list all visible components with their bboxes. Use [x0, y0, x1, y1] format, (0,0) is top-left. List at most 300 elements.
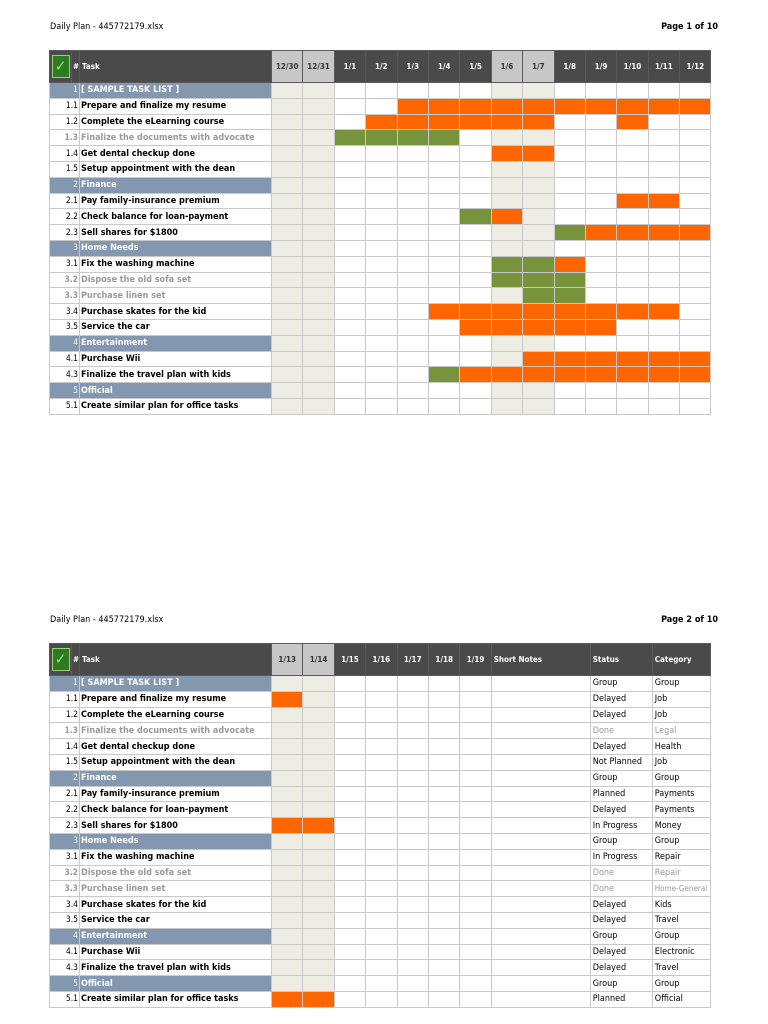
gantt-cell[interactable] [428, 739, 459, 755]
gantt-cell[interactable] [366, 897, 397, 913]
task-name[interactable]: Purchase linen set [80, 881, 272, 897]
gantt-cell[interactable] [428, 691, 459, 707]
gantt-cell[interactable] [334, 976, 365, 992]
gantt-cell[interactable] [397, 818, 428, 834]
gantt-bar-planned[interactable] [585, 351, 616, 367]
gantt-cell[interactable] [334, 240, 365, 256]
gantt-cell[interactable] [366, 272, 397, 288]
gantt-cell[interactable] [366, 83, 397, 99]
gantt-cell[interactable] [460, 676, 491, 692]
gantt-cell[interactable] [428, 707, 459, 723]
gantt-cell[interactable] [585, 193, 616, 209]
short-notes-cell[interactable] [491, 676, 590, 692]
gantt-bar-planned[interactable] [648, 193, 679, 209]
status-cell[interactable]: In Progress [590, 849, 652, 865]
gantt-cell[interactable] [648, 209, 679, 225]
category-cell[interactable]: Group [652, 976, 710, 992]
gantt-bar-planned[interactable] [303, 991, 334, 1007]
gantt-cell[interactable] [428, 960, 459, 976]
category-cell[interactable]: Group [652, 928, 710, 944]
gantt-cell[interactable] [272, 960, 303, 976]
gantt-cell[interactable] [460, 723, 491, 739]
gantt-cell[interactable] [334, 723, 365, 739]
gantt-cell[interactable] [680, 130, 711, 146]
gantt-cell[interactable] [428, 351, 459, 367]
gantt-cell[interactable] [460, 240, 491, 256]
gantt-cell[interactable] [585, 146, 616, 162]
gantt-bar-planned[interactable] [523, 351, 554, 367]
gantt-bar-planned[interactable] [272, 818, 303, 834]
gantt-cell[interactable] [334, 114, 365, 130]
gantt-cell[interactable] [366, 802, 397, 818]
gantt-bar-planned[interactable] [648, 351, 679, 367]
gantt-cell[interactable] [554, 83, 585, 99]
task-name[interactable]: Pay family-insurance premium [80, 786, 272, 802]
gantt-cell[interactable] [334, 960, 365, 976]
task-name[interactable]: Purchase Wii [80, 944, 272, 960]
gantt-bar-planned[interactable] [554, 304, 585, 320]
short-notes-cell[interactable] [491, 897, 590, 913]
gantt-cell[interactable] [460, 881, 491, 897]
status-cell[interactable]: Delayed [590, 944, 652, 960]
category-cell[interactable]: Kids [652, 897, 710, 913]
gantt-cell[interactable] [460, 991, 491, 1007]
gantt-cell[interactable] [523, 240, 554, 256]
gantt-cell[interactable] [554, 146, 585, 162]
gantt-bar-planned[interactable] [428, 304, 459, 320]
status-cell[interactable]: Group [590, 833, 652, 849]
gantt-cell[interactable] [428, 786, 459, 802]
gantt-cell[interactable] [680, 335, 711, 351]
status-cell[interactable]: Group [590, 976, 652, 992]
gantt-cell[interactable] [272, 319, 303, 335]
gantt-cell[interactable] [272, 225, 303, 241]
gantt-cell[interactable] [585, 130, 616, 146]
gantt-cell[interactable] [272, 240, 303, 256]
gantt-cell[interactable] [491, 225, 522, 241]
gantt-bar-done[interactable] [428, 130, 459, 146]
gantt-bar-done[interactable] [554, 288, 585, 304]
gantt-cell[interactable] [303, 161, 334, 177]
short-notes-cell[interactable] [491, 944, 590, 960]
gantt-cell[interactable] [460, 786, 491, 802]
gantt-cell[interactable] [397, 146, 428, 162]
gantt-cell[interactable] [428, 770, 459, 786]
gantt-cell[interactable] [397, 209, 428, 225]
task-name[interactable]: [ SAMPLE TASK LIST ] [80, 676, 272, 692]
gantt-cell[interactable] [272, 177, 303, 193]
gantt-cell[interactable] [366, 912, 397, 928]
gantt-cell[interactable] [334, 383, 365, 399]
gantt-cell[interactable] [303, 288, 334, 304]
gantt-cell[interactable] [428, 897, 459, 913]
gantt-bar-planned[interactable] [585, 367, 616, 383]
gantt-cell[interactable] [648, 161, 679, 177]
category-cell[interactable]: Job [652, 691, 710, 707]
gantt-bar-done[interactable] [523, 272, 554, 288]
status-cell[interactable]: Delayed [590, 897, 652, 913]
status-cell[interactable]: Delayed [590, 802, 652, 818]
gantt-cell[interactable] [303, 240, 334, 256]
gantt-bar-planned[interactable] [680, 98, 711, 114]
task-name[interactable]: Dispose the old sofa set [80, 865, 272, 881]
category-cell[interactable]: Group [652, 833, 710, 849]
gantt-cell[interactable] [460, 754, 491, 770]
gantt-bar-planned[interactable] [648, 367, 679, 383]
gantt-bar-planned[interactable] [585, 304, 616, 320]
gantt-cell[interactable] [303, 319, 334, 335]
gantt-bar-done[interactable] [334, 130, 365, 146]
gantt-cell[interactable] [428, 177, 459, 193]
status-cell[interactable]: Planned [590, 991, 652, 1007]
gantt-cell[interactable] [460, 944, 491, 960]
gantt-cell[interactable] [648, 272, 679, 288]
gantt-bar-planned[interactable] [585, 319, 616, 335]
gantt-cell[interactable] [366, 161, 397, 177]
gantt-cell[interactable] [272, 849, 303, 865]
gantt-cell[interactable] [491, 83, 522, 99]
gantt-cell[interactable] [554, 383, 585, 399]
task-name[interactable]: Fix the washing machine [80, 849, 272, 865]
gantt-cell[interactable] [303, 739, 334, 755]
gantt-cell[interactable] [523, 83, 554, 99]
gantt-cell[interactable] [272, 304, 303, 320]
gantt-cell[interactable] [303, 960, 334, 976]
gantt-cell[interactable] [680, 398, 711, 414]
gantt-cell[interactable] [491, 383, 522, 399]
gantt-cell[interactable] [585, 209, 616, 225]
gantt-bar-planned[interactable] [617, 225, 648, 241]
gantt-cell[interactable] [460, 928, 491, 944]
gantt-cell[interactable] [272, 146, 303, 162]
gantt-cell[interactable] [680, 114, 711, 130]
gantt-cell[interactable] [334, 304, 365, 320]
gantt-cell[interactable] [617, 398, 648, 414]
gantt-cell[interactable] [428, 398, 459, 414]
gantt-bar-planned[interactable] [460, 319, 491, 335]
gantt-cell[interactable] [272, 193, 303, 209]
gantt-cell[interactable] [366, 351, 397, 367]
gantt-cell[interactable] [554, 193, 585, 209]
gantt-bar-done[interactable] [491, 256, 522, 272]
gantt-cell[interactable] [366, 849, 397, 865]
gantt-cell[interactable] [585, 161, 616, 177]
gantt-cell[interactable] [585, 398, 616, 414]
gantt-cell[interactable] [272, 351, 303, 367]
gantt-cell[interactable] [680, 193, 711, 209]
gantt-cell[interactable] [272, 676, 303, 692]
gantt-cell[interactable] [460, 707, 491, 723]
gantt-cell[interactable] [460, 691, 491, 707]
gantt-bar-done[interactable] [460, 209, 491, 225]
gantt-cell[interactable] [523, 398, 554, 414]
gantt-cell[interactable] [397, 944, 428, 960]
short-notes-cell[interactable] [491, 786, 590, 802]
gantt-cell[interactable] [523, 193, 554, 209]
status-cell[interactable]: Done [590, 881, 652, 897]
gantt-cell[interactable] [523, 383, 554, 399]
gantt-bar-planned[interactable] [460, 304, 491, 320]
gantt-cell[interactable] [334, 272, 365, 288]
gantt-bar-planned[interactable] [523, 367, 554, 383]
gantt-bar-planned[interactable] [460, 98, 491, 114]
gantt-bar-planned[interactable] [303, 818, 334, 834]
gantt-cell[interactable] [303, 367, 334, 383]
gantt-cell[interactable] [397, 833, 428, 849]
gantt-cell[interactable] [460, 912, 491, 928]
task-name[interactable]: Finalize the documents with advocate [80, 723, 272, 739]
gantt-cell[interactable] [272, 161, 303, 177]
gantt-cell[interactable] [428, 256, 459, 272]
category-cell[interactable]: Electronic [652, 944, 710, 960]
gantt-cell[interactable] [460, 849, 491, 865]
gantt-cell[interactable] [680, 209, 711, 225]
task-name[interactable]: Pay family-insurance premium [80, 193, 272, 209]
gantt-cell[interactable] [303, 304, 334, 320]
gantt-cell[interactable] [303, 398, 334, 414]
gantt-cell[interactable] [428, 193, 459, 209]
category-cell[interactable]: Travel [652, 960, 710, 976]
gantt-bar-planned[interactable] [648, 304, 679, 320]
gantt-cell[interactable] [366, 398, 397, 414]
category-cell[interactable]: Payments [652, 802, 710, 818]
gantt-cell[interactable] [617, 288, 648, 304]
short-notes-cell[interactable] [491, 739, 590, 755]
gantt-bar-planned[interactable] [491, 367, 522, 383]
category-cell[interactable]: Official [652, 991, 710, 1007]
gantt-bar-planned[interactable] [491, 304, 522, 320]
gantt-cell[interactable] [272, 335, 303, 351]
gantt-cell[interactable] [617, 240, 648, 256]
gantt-cell[interactable] [460, 177, 491, 193]
status-cell[interactable]: Delayed [590, 739, 652, 755]
gantt-cell[interactable] [397, 335, 428, 351]
task-name[interactable]: Finance [80, 177, 272, 193]
gantt-cell[interactable] [272, 114, 303, 130]
gantt-cell[interactable] [334, 912, 365, 928]
gantt-bar-planned[interactable] [617, 304, 648, 320]
gantt-cell[interactable] [585, 272, 616, 288]
gantt-cell[interactable] [428, 849, 459, 865]
task-name[interactable]: Official [80, 383, 272, 399]
category-cell[interactable]: Group [652, 770, 710, 786]
gantt-cell[interactable] [397, 691, 428, 707]
gantt-cell[interactable] [272, 707, 303, 723]
gantt-cell[interactable] [366, 707, 397, 723]
status-cell[interactable]: Group [590, 770, 652, 786]
gantt-cell[interactable] [397, 707, 428, 723]
gantt-cell[interactable] [428, 865, 459, 881]
gantt-cell[interactable] [303, 707, 334, 723]
gantt-bar-planned[interactable] [523, 319, 554, 335]
gantt-cell[interactable] [303, 881, 334, 897]
gantt-cell[interactable] [303, 209, 334, 225]
gantt-cell[interactable] [366, 225, 397, 241]
gantt-cell[interactable] [397, 319, 428, 335]
gantt-bar-planned[interactable] [554, 256, 585, 272]
gantt-cell[interactable] [397, 991, 428, 1007]
gantt-cell[interactable] [366, 723, 397, 739]
gantt-bar-planned[interactable] [617, 367, 648, 383]
gantt-cell[interactable] [334, 833, 365, 849]
gantt-cell[interactable] [397, 849, 428, 865]
short-notes-cell[interactable] [491, 707, 590, 723]
gantt-cell[interactable] [366, 944, 397, 960]
short-notes-cell[interactable] [491, 928, 590, 944]
gantt-cell[interactable] [397, 802, 428, 818]
gantt-cell[interactable] [523, 209, 554, 225]
task-name[interactable]: Finalize the travel plan with kids [80, 367, 272, 383]
gantt-cell[interactable] [303, 272, 334, 288]
gantt-cell[interactable] [397, 83, 428, 99]
task-name[interactable]: Entertainment [80, 928, 272, 944]
gantt-cell[interactable] [460, 83, 491, 99]
category-cell[interactable]: Health [652, 739, 710, 755]
gantt-cell[interactable] [491, 193, 522, 209]
gantt-cell[interactable] [397, 272, 428, 288]
gantt-cell[interactable] [303, 676, 334, 692]
gantt-bar-planned[interactable] [585, 98, 616, 114]
task-name[interactable]: Official [80, 976, 272, 992]
gantt-cell[interactable] [334, 676, 365, 692]
gantt-cell[interactable] [460, 351, 491, 367]
gantt-cell[interactable] [397, 398, 428, 414]
gantt-bar-planned[interactable] [397, 114, 428, 130]
gantt-cell[interactable] [648, 288, 679, 304]
gantt-cell[interactable] [680, 146, 711, 162]
gantt-cell[interactable] [460, 383, 491, 399]
gantt-cell[interactable] [554, 398, 585, 414]
task-name[interactable]: Sell shares for $1800 [80, 818, 272, 834]
task-name[interactable]: Purchase skates for the kid [80, 897, 272, 913]
gantt-cell[interactable] [491, 335, 522, 351]
gantt-cell[interactable] [303, 83, 334, 99]
task-name[interactable]: Prepare and finalize my resume [80, 98, 272, 114]
gantt-cell[interactable] [272, 130, 303, 146]
gantt-cell[interactable] [366, 367, 397, 383]
gantt-cell[interactable] [460, 288, 491, 304]
gantt-cell[interactable] [648, 146, 679, 162]
gantt-cell[interactable] [460, 818, 491, 834]
gantt-cell[interactable] [303, 723, 334, 739]
gantt-cell[interactable] [272, 398, 303, 414]
gantt-bar-done[interactable] [366, 130, 397, 146]
gantt-cell[interactable] [366, 976, 397, 992]
gantt-cell[interactable] [272, 897, 303, 913]
task-name[interactable]: Create similar plan for office tasks [80, 991, 272, 1007]
gantt-cell[interactable] [680, 240, 711, 256]
gantt-cell[interactable] [303, 833, 334, 849]
gantt-bar-done[interactable] [554, 272, 585, 288]
gantt-cell[interactable] [303, 335, 334, 351]
gantt-cell[interactable] [334, 881, 365, 897]
gantt-cell[interactable] [428, 676, 459, 692]
gantt-cell[interactable] [366, 177, 397, 193]
gantt-bar-planned[interactable] [491, 319, 522, 335]
category-cell[interactable]: Job [652, 754, 710, 770]
gantt-bar-planned[interactable] [617, 351, 648, 367]
gantt-bar-planned[interactable] [491, 209, 522, 225]
gantt-cell[interactable] [303, 146, 334, 162]
gantt-cell[interactable] [334, 98, 365, 114]
gantt-cell[interactable] [397, 240, 428, 256]
gantt-bar-planned[interactable] [617, 114, 648, 130]
gantt-cell[interactable] [491, 161, 522, 177]
gantt-cell[interactable] [272, 209, 303, 225]
gantt-cell[interactable] [428, 240, 459, 256]
category-cell[interactable]: Travel [652, 912, 710, 928]
task-name[interactable]: Sell shares for $1800 [80, 225, 272, 241]
gantt-cell[interactable] [334, 177, 365, 193]
short-notes-cell[interactable] [491, 770, 590, 786]
gantt-bar-planned[interactable] [680, 367, 711, 383]
task-name[interactable]: Dispose the old sofa set [80, 272, 272, 288]
short-notes-cell[interactable] [491, 691, 590, 707]
gantt-bar-planned[interactable] [523, 304, 554, 320]
gantt-cell[interactable] [460, 225, 491, 241]
gantt-cell[interactable] [460, 130, 491, 146]
status-cell[interactable]: In Progress [590, 818, 652, 834]
gantt-cell[interactable] [272, 98, 303, 114]
gantt-cell[interactable] [680, 304, 711, 320]
status-cell[interactable]: Done [590, 865, 652, 881]
gantt-cell[interactable] [460, 976, 491, 992]
status-cell[interactable]: Group [590, 928, 652, 944]
task-name[interactable]: Setup appointment with the dean [80, 754, 272, 770]
gantt-bar-planned[interactable] [491, 98, 522, 114]
gantt-cell[interactable] [428, 225, 459, 241]
gantt-cell[interactable] [272, 833, 303, 849]
gantt-cell[interactable] [428, 976, 459, 992]
gantt-cell[interactable] [460, 960, 491, 976]
gantt-cell[interactable] [428, 383, 459, 399]
gantt-cell[interactable] [491, 130, 522, 146]
gantt-cell[interactable] [648, 335, 679, 351]
task-name[interactable]: [ SAMPLE TASK LIST ] [80, 83, 272, 99]
gantt-cell[interactable] [648, 130, 679, 146]
gantt-cell[interactable] [460, 802, 491, 818]
gantt-bar-planned[interactable] [523, 146, 554, 162]
gantt-cell[interactable] [334, 802, 365, 818]
gantt-cell[interactable] [334, 288, 365, 304]
gantt-cell[interactable] [428, 881, 459, 897]
gantt-cell[interactable] [585, 335, 616, 351]
short-notes-cell[interactable] [491, 912, 590, 928]
gantt-cell[interactable] [366, 98, 397, 114]
gantt-cell[interactable] [680, 319, 711, 335]
gantt-cell[interactable] [523, 130, 554, 146]
gantt-cell[interactable] [397, 676, 428, 692]
gantt-cell[interactable] [491, 398, 522, 414]
gantt-cell[interactable] [272, 802, 303, 818]
gantt-bar-done[interactable] [523, 256, 554, 272]
gantt-cell[interactable] [272, 976, 303, 992]
gantt-cell[interactable] [428, 991, 459, 1007]
gantt-bar-planned[interactable] [460, 114, 491, 130]
gantt-cell[interactable] [554, 130, 585, 146]
gantt-cell[interactable] [303, 193, 334, 209]
short-notes-cell[interactable] [491, 818, 590, 834]
gantt-cell[interactable] [334, 754, 365, 770]
gantt-cell[interactable] [303, 802, 334, 818]
gantt-cell[interactable] [334, 897, 365, 913]
gantt-cell[interactable] [334, 146, 365, 162]
gantt-cell[interactable] [366, 833, 397, 849]
gantt-cell[interactable] [397, 881, 428, 897]
status-cell[interactable]: Planned [590, 786, 652, 802]
gantt-cell[interactable] [334, 256, 365, 272]
gantt-cell[interactable] [554, 240, 585, 256]
